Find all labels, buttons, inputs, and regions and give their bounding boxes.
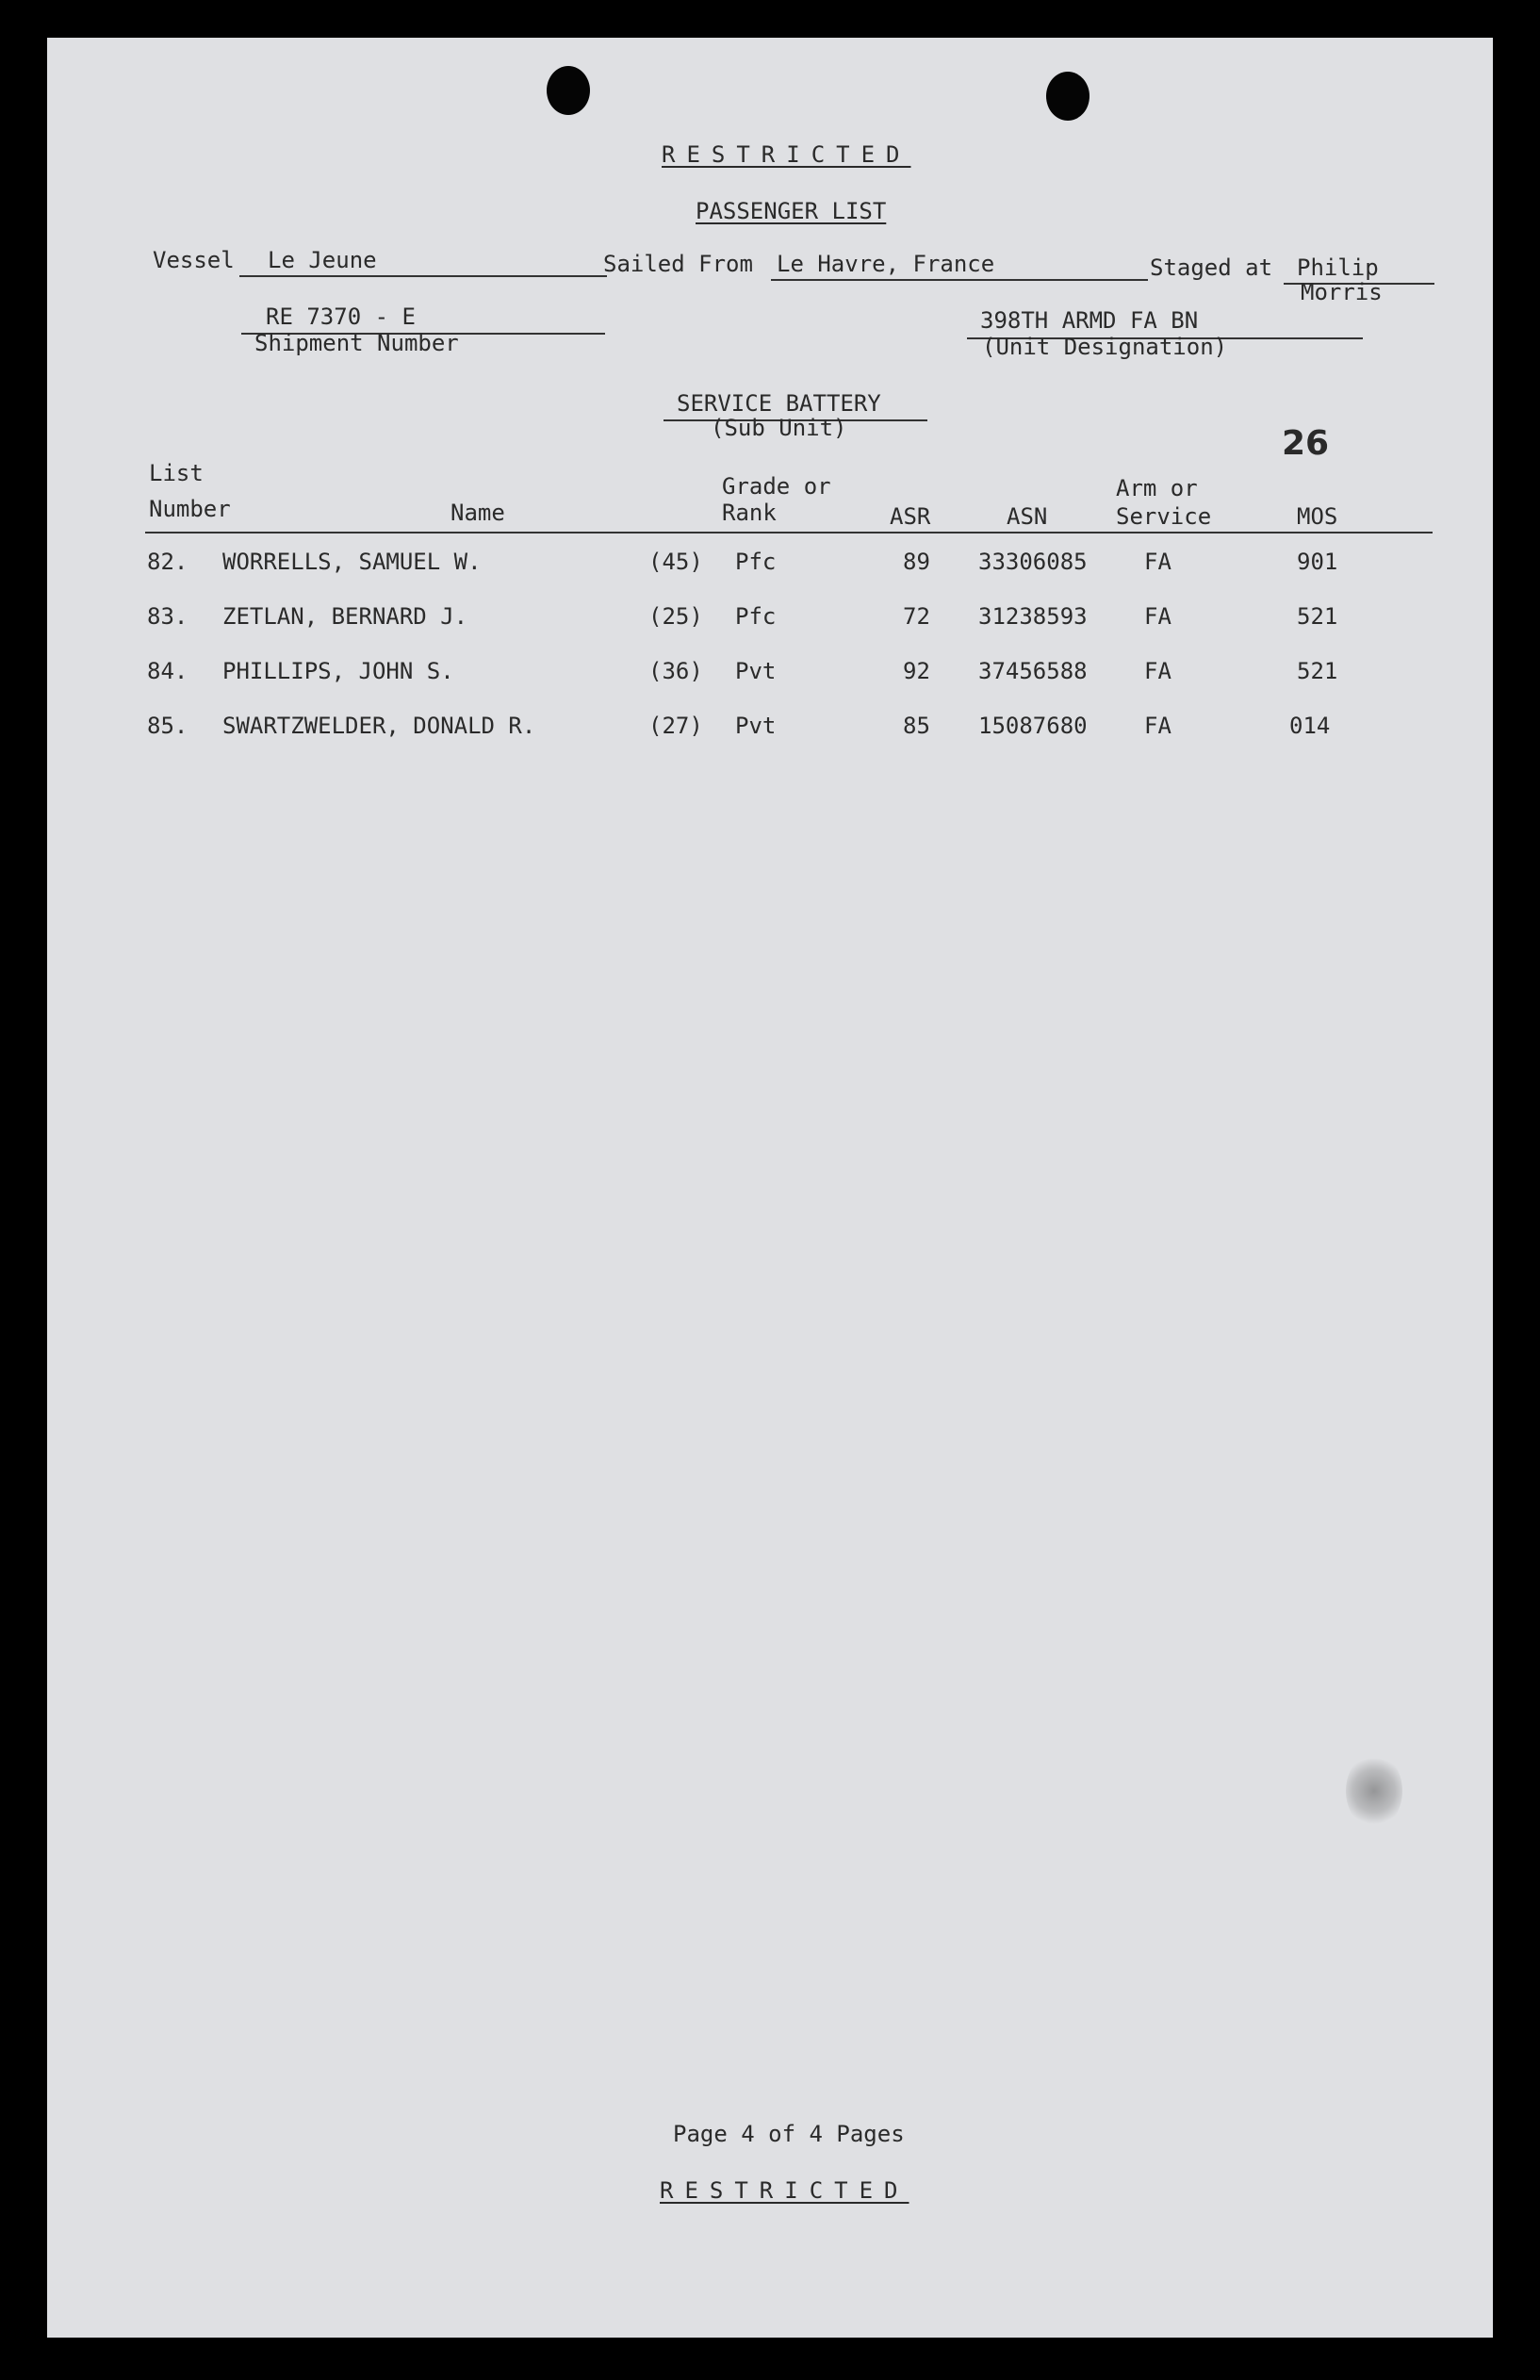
col-grade-2: Rank (722, 500, 777, 526)
row-list-number: 85. (147, 713, 188, 739)
vessel-label: Vessel (153, 247, 235, 273)
row-list-number: 83. (147, 603, 188, 630)
vessel-value-text: Le Jeune (268, 247, 377, 273)
row-mos: 521 (1297, 658, 1338, 684)
row-list-number: 82. (147, 549, 188, 575)
row-asn: 15087680 (978, 713, 1088, 739)
shipment-number-value: RE 7370 - E (266, 304, 416, 330)
row-age: (25) (648, 603, 703, 630)
row-arm: FA (1144, 603, 1171, 630)
unit-designation-label: (Unit Designation) (982, 334, 1228, 360)
col-mos: MOS (1297, 503, 1338, 530)
classification-footer: RESTRICTED (660, 2177, 909, 2204)
sub-unit-value: SERVICE BATTERY (677, 390, 881, 417)
col-arm-2: Service (1116, 503, 1212, 530)
unit-designation-value: 398TH ARMD FA BN (980, 307, 1199, 334)
row-arm: FA (1144, 549, 1171, 575)
row-arm: FA (1144, 658, 1171, 684)
shipment-number-label: Shipment Number (254, 330, 459, 356)
scan-speck (1346, 1753, 1402, 1829)
row-name: SWARTZWELDER, DONALD R. (222, 713, 536, 739)
row-mos: 014 (1289, 713, 1331, 739)
handwritten-page-number: 26 (1282, 424, 1330, 463)
table-row (47, 549, 1493, 586)
col-name: Name (451, 500, 505, 526)
col-list-number-1: List (149, 460, 204, 486)
row-age: (27) (648, 713, 703, 739)
row-asn: 31238593 (978, 603, 1088, 630)
row-grade: Pfc (735, 603, 777, 630)
col-list-number-2: Number (149, 496, 231, 522)
table-row (47, 603, 1493, 641)
row-list-number: 84. (147, 658, 188, 684)
row-asr: 85 (903, 713, 930, 739)
sailed-from-label: Sailed From (603, 251, 753, 277)
column-header-rule (145, 532, 1433, 533)
row-asr: 92 (903, 658, 930, 684)
col-grade-1: Grade or (722, 473, 831, 500)
sailed-from-value (771, 251, 1148, 281)
col-asr: ASR (890, 503, 931, 530)
row-asn: 37456588 (978, 658, 1088, 684)
page-of-pages: Page 4 of 4 Pages (673, 2121, 905, 2147)
row-grade: Pvt (735, 713, 777, 739)
row-name: ZETLAN, BERNARD J. (222, 603, 468, 630)
table-row (47, 713, 1493, 750)
vessel-value (239, 247, 607, 277)
row-age: (45) (648, 549, 703, 575)
row-arm: FA (1144, 713, 1171, 739)
row-grade: Pvt (735, 658, 777, 684)
staged-at-label: Staged at (1150, 254, 1273, 281)
row-asn: 33306085 (978, 549, 1088, 575)
staged-at-value-line-2: Morris (1301, 279, 1383, 305)
row-asr: 89 (903, 549, 930, 575)
document-title: PASSENGER LIST (696, 198, 887, 224)
passenger-list-page (47, 38, 1493, 2338)
row-age: (36) (648, 658, 703, 684)
classification-header: RESTRICTED (662, 141, 911, 168)
punch-hole-right (1046, 72, 1089, 121)
staged-at-value-text: Philip (1297, 254, 1379, 281)
row-mos: 901 (1297, 549, 1338, 575)
row-name: PHILLIPS, JOHN S. (222, 658, 454, 684)
row-grade: Pfc (735, 549, 777, 575)
table-row (47, 658, 1493, 696)
sailed-from-value-text: Le Havre, France (777, 251, 995, 277)
row-asr: 72 (903, 603, 930, 630)
col-arm-1: Arm or (1116, 475, 1198, 501)
row-mos: 521 (1297, 603, 1338, 630)
row-name: WORRELLS, SAMUEL W. (222, 549, 482, 575)
col-asn: ASN (1007, 503, 1048, 530)
sub-unit-label: (Sub Unit) (711, 415, 847, 441)
punch-hole-left (547, 66, 590, 115)
